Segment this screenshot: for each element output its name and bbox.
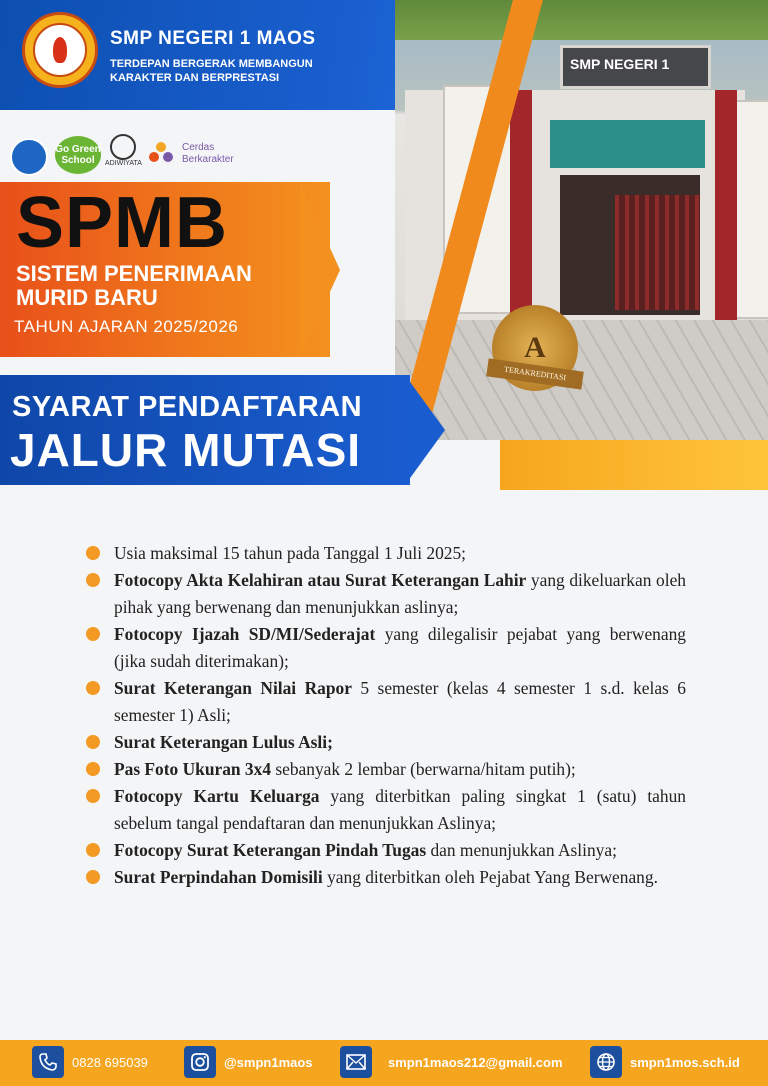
adiwiyata-logo xyxy=(105,134,141,174)
list-item: Fotocopy Akta Kelahiran atau Surat Keterangan Lahir yang dikeluarkan oleh pihak yang berwenang dan menunjukkan aslinya; xyxy=(86,567,686,621)
tut-wuri-handayani-logo xyxy=(10,138,48,176)
badge-letter: A xyxy=(524,331,546,364)
cerdas-berkarakter-icon xyxy=(146,138,176,168)
spmb-banner-arrow xyxy=(300,182,340,357)
cerdas-berkarakter-label: Cerdas Berkarakter xyxy=(182,142,234,165)
academic-year: TAHUN AJARAN 2025/2026 xyxy=(14,317,239,336)
list-item: Fotocopy Kartu Keluarga yang diterbitkan paling singkat 1 (satu) tahun sebelum tangal pendaftaran dan menunjukkan Aslinya; xyxy=(86,783,686,837)
list-item: Fotocopy Ijazah SD/MI/Sederajat yang dilegalisir pejabat yang berwenang (jika sudah diterimakan); xyxy=(86,621,686,675)
globe-icon xyxy=(590,1046,622,1078)
list-item: Surat Keterangan Nilai Rapor 5 semester (kelas 4 semester 1 s.d. kelas 6 semester 1) Asli; xyxy=(86,675,686,729)
footer-instagram[interactable] xyxy=(184,1045,313,1079)
bullet-icon xyxy=(86,870,100,884)
list-item: Surat Perpindahan Domisili yang diterbitkan oleh Pejabat Yang Berwenang. xyxy=(86,864,686,891)
email-address: smpn1maos212@gmail.com xyxy=(388,1054,563,1070)
section-banner-arrow xyxy=(405,375,445,485)
list-item: Usia maksimal 15 tahun pada Tanggal 1 Juli 2025; xyxy=(86,540,686,567)
adiwiyata-label: ADIWIYATA xyxy=(105,160,142,167)
footer-website[interactable] xyxy=(590,1045,740,1079)
section-heading: JALUR MUTASI xyxy=(10,424,362,476)
spmb-subtitle: SISTEM PENERIMAAN MURID BARU xyxy=(16,261,252,310)
bullet-icon xyxy=(86,762,100,776)
phone-number: 0828 695039 xyxy=(72,1054,148,1070)
bullet-icon xyxy=(86,573,100,587)
bullet-icon xyxy=(86,681,100,695)
school-name: SMP NEGERI 1 MAOS xyxy=(110,28,316,49)
spmb-title: SPMB xyxy=(16,183,229,263)
list-item: Surat Keterangan Lulus Asli; xyxy=(86,729,686,756)
logo-emblem xyxy=(33,23,87,77)
section-title: SYARAT PENDAFTARAN xyxy=(12,391,363,423)
badge-ribbon: TERAKREDITASI xyxy=(486,358,584,389)
bullet-icon xyxy=(86,789,100,803)
website-url: smpn1mos.sch.id xyxy=(630,1054,740,1070)
info-board-right xyxy=(735,100,768,319)
entrance-gate xyxy=(615,195,700,310)
instagram-handle: @smpn1maos xyxy=(224,1054,313,1070)
list-item: Fotocopy Surat Keterangan Pindah Tugas dan menunjukkan Aslinya; xyxy=(86,837,686,864)
footer-phone[interactable] xyxy=(32,1045,148,1079)
requirements-list xyxy=(86,540,686,891)
go-green-logo: Go Green School xyxy=(55,136,101,174)
bullet-icon xyxy=(86,843,100,857)
school-tagline: TERDEPAN BERGERAK MEMBANGUN KARAKTER DAN BERPRESTASI xyxy=(110,58,313,84)
school-logo xyxy=(22,12,98,88)
footer-email[interactable] xyxy=(340,1045,563,1079)
list-item: Pas Foto Ukuran 3x4 sebanyak 2 lembar (berwarna/hitam putih); xyxy=(86,756,686,783)
building-sign-text: SMP NEGERI 1 xyxy=(570,56,670,72)
bullet-icon xyxy=(86,627,100,641)
adiwiyata-mark-icon xyxy=(110,134,136,160)
flame-icon xyxy=(53,37,67,63)
phone-icon xyxy=(32,1046,64,1078)
accent-bar xyxy=(500,440,768,490)
entrance-banner xyxy=(550,120,705,168)
instagram-icon xyxy=(184,1046,216,1078)
bullet-icon xyxy=(86,735,100,749)
email-icon xyxy=(340,1046,372,1078)
bullet-icon xyxy=(86,546,100,560)
